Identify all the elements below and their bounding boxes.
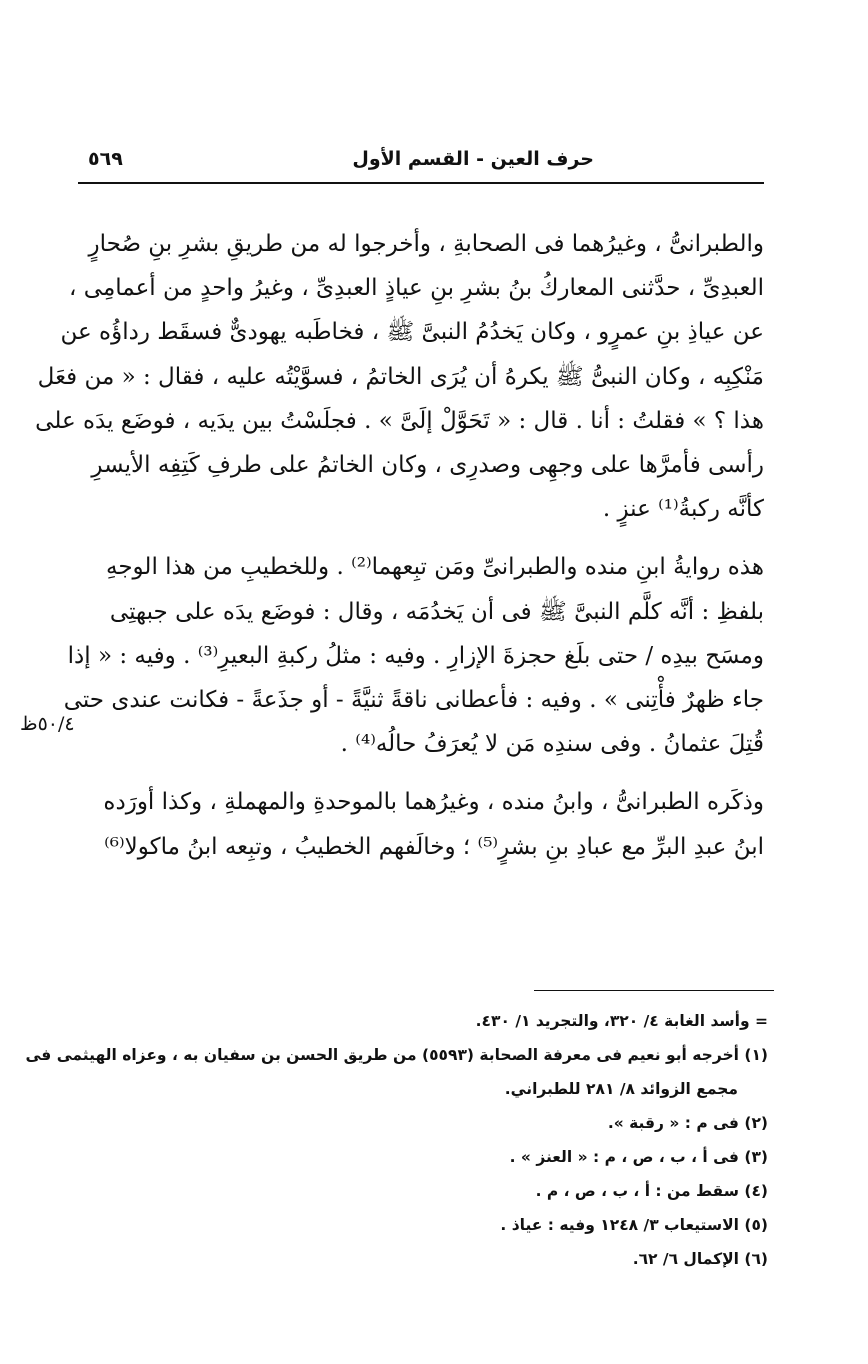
footnote-continuation: = وأسد الغابة ٤/ ٣٢٠، والتجريد ١/ ٤٣٠. [475,1012,768,1030]
paragraph-2 [63,545,764,766]
text-line: قُتِلَ عثمانُ . وفى سندِه مَن لا يُعرَفُ حالُه⁽⁴⁾ . [340,731,764,758]
footnote-1: (١) أخرجه أبو نعيم فى معرفة الصحابة (٥٥٩٣) من طريق الحسن بن سفيان به ، وعزاه الهيثمى فى [25,1046,768,1064]
running-header-title: حرف العين - القسم الأول [352,148,594,170]
footnote-5: (٥) الاستيعاب ٣/ ١٢٤٨ وفيه : عياذ . [500,1216,768,1234]
text-line: مَنْكِبِه ، وكان النبىُّ ﷺ يكرهُ أن يُرَى الخاتمُ ، فسوَّيْتُه عليه ، فقال : « من فعَل [37,363,764,390]
text-line: وذكَره الطبرانىُّ ، وابنُ منده ، وغيرُهما بالموحدةِ والمهملةِ ، وكذا أورَده [103,789,764,816]
footnote-1-continuation: مجمع الزوائد ٨/ ٢٨١ للطبراني. [504,1080,738,1098]
footnote-divider [534,990,774,991]
paragraph-1 [35,222,764,531]
header-divider [78,182,764,184]
manuscript-folio-reference: ٥٠/٤ظ [20,713,75,735]
text-line: رأسى فأمرَّها على وجهِى وصدرِى ، وكان الخاتمُ على طرفِ كَتِفِه الأيسرِ [91,452,764,479]
text-line: ابنُ عبدِ البرِّ مع عبادِ بنِ بشرٍ⁽⁵⁾ ؛ وخالَفهم الخطيبُ ، وتبِعه ابنُ ماكولا⁽⁶⁾ [104,833,764,860]
text-line: هذه روايةُ ابنِ منده والطبرانىِّ ومَن تبِعهما⁽²⁾ . وللخطيبِ من هذا الوجهِ [106,554,764,581]
text-line: كأنَّه ركبةُ⁽¹⁾ عنزٍ . [602,496,764,523]
text-line: ومسَح بيدِه / حتى بلَغ حجزةَ الإزارِ . وفيه : مثلُ ركبةِ البعيرِ⁽³⁾ . وفيه : « إذا [67,642,764,669]
text-line: هذا ؟ » فقلتُ : أنا . قال : « تَحَوَّلْ إلَىَّ » . فجلَسْتُ بين يدَيه ، فوضَع يدَه على [35,407,764,434]
text-line: عن عياذِ بنِ عمرٍو ، وكان يَخدُمُ النبىَّ ﷺ ، فخاطَبه يهودىٌّ فسقَط رداؤُه عن [60,319,764,346]
text-line: بلفظِ : أنَّه كلَّم النبىَّ ﷺ فى أن يَخدُمَه ، وقال : فوضَع يدَه على جبهتِى [109,598,764,625]
page-number: ٥٦٩ [88,148,123,170]
text-line: جاء ظهرٌ فأْتِنى » . وفيه : فأعطانى ناقةً ثنيَّةً - أو جذَعةً - فكانت عندى حتى [63,687,764,714]
text-line: العبدِىِّ ، حدَّثنى المعاركُ بنُ بشرِ بنِ عياذٍ العبدِىِّ ، وغيرُ واحدٍ من أعمامِى ، [69,275,764,302]
footnote-2: (٢) فى م : « رقبة ». [607,1114,768,1132]
text-line: والطبرانىُّ ، وغيرُهما فى الصحابةِ ، وأخرجوا له من طريقِ بشرِ بنِ صُحارٍ [88,231,764,257]
footnote-6: (٦) الإكمال ٦/ ٦٢. [632,1250,768,1268]
running-header [78,146,764,176]
footnote-4: (٤) سقط من : أ ، ب ، ص ، م . [535,1182,768,1200]
paragraph-3 [78,780,764,868]
footnote-3: (٣) فى أ ، ب ، ص ، م : « العنز » . [509,1148,768,1166]
footnotes [25,1004,768,1276]
